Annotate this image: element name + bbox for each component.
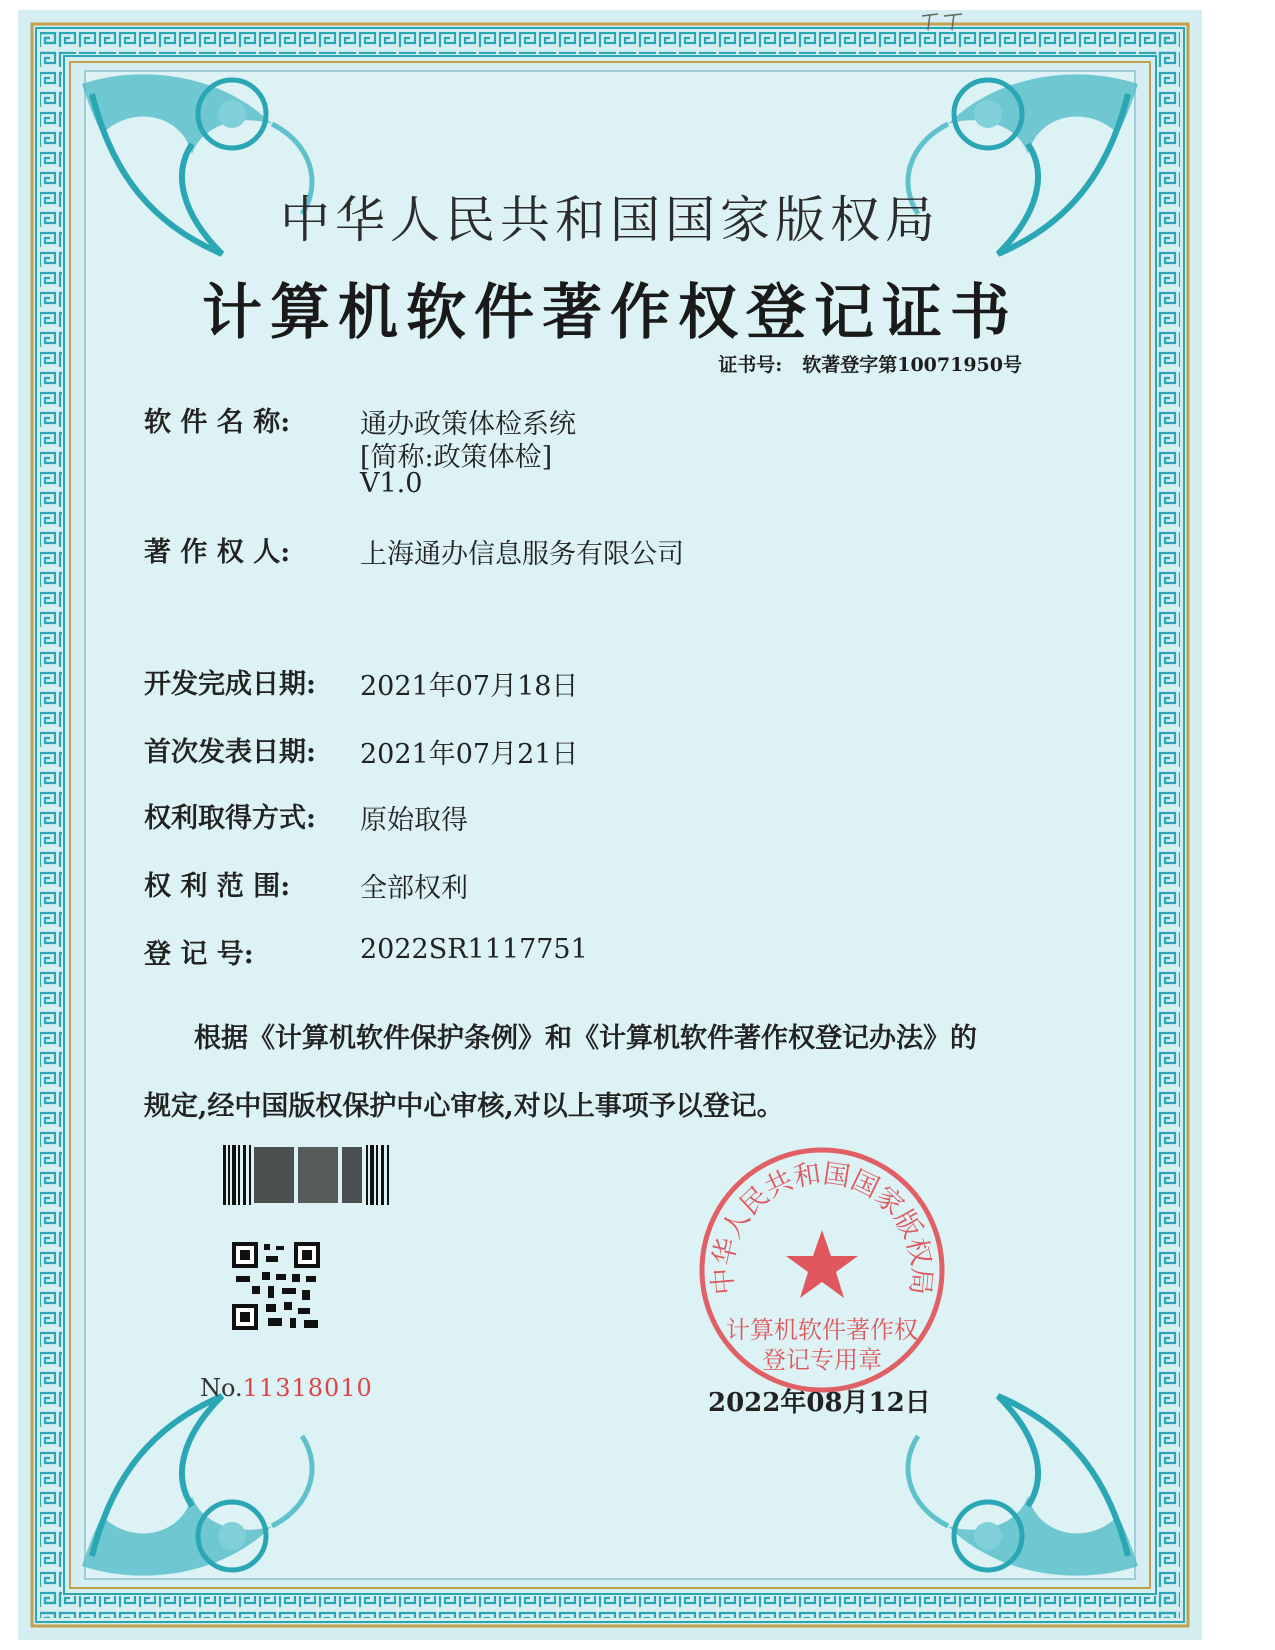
serial-value: 11318010 xyxy=(242,1374,373,1402)
issuer-title: 中华人民共和国国家版权局 xyxy=(280,191,940,249)
certificate-number xyxy=(718,350,1022,377)
software-version: V1.0 xyxy=(360,468,423,499)
certificate-title: 计算机软件著作权登记证书 xyxy=(202,278,1018,348)
rights-scope: 全部权利 xyxy=(360,873,468,904)
first-publish-date: 2021年07月21日 xyxy=(360,739,579,770)
field-label-completion-date: 开发完成日期: xyxy=(144,669,316,700)
field-label-acquisition: 权利取得方式: xyxy=(144,803,316,834)
cert-no-label: 证书号: xyxy=(718,354,783,376)
field-label-software-name: 软 件 名 称: xyxy=(144,407,291,438)
completion-date: 2021年07月18日 xyxy=(360,671,579,702)
software-short-name: [简称:政策体检] xyxy=(360,442,553,473)
official-seal xyxy=(694,1142,950,1398)
barcode xyxy=(223,1145,393,1205)
rights-acquisition: 原始取得 xyxy=(360,805,468,836)
issue-date: 2022年08月12日 xyxy=(708,1388,931,1418)
field-label-scope: 权 利 范 围: xyxy=(144,871,291,902)
field-label-owner: 著 作 权 人: xyxy=(144,537,291,568)
statement-line-2: 规定,经中国版权保护中心审核,对以上事项予以登记。 xyxy=(144,1091,784,1122)
registration-number: 2022SR1117751 xyxy=(360,934,588,965)
seal-line-2: 登记专用章 xyxy=(762,1346,882,1374)
handwritten-mark xyxy=(918,10,968,34)
qr-code xyxy=(232,1242,320,1330)
field-label-publish-date: 首次发表日期: xyxy=(144,737,316,768)
software-name: 通办政策体检系统 xyxy=(360,409,576,440)
certificate xyxy=(18,10,1202,1640)
statement-line-1: 根据《计算机软件保护条例》和《计算机软件著作权登记办法》的 xyxy=(194,1023,977,1054)
seal-line-1: 计算机软件著作权 xyxy=(726,1316,918,1344)
serial-prefix: No. xyxy=(200,1374,243,1402)
cert-no-value: 软著登字第10071950号 xyxy=(802,354,1022,376)
field-label-registration-no: 登 记 号: xyxy=(144,939,254,970)
copyright-owner: 上海通办信息服务有限公司 xyxy=(360,539,684,570)
seal-arc-text: 中华人民共和国国家版权局 xyxy=(707,1158,937,1297)
serial-number xyxy=(200,1374,373,1402)
